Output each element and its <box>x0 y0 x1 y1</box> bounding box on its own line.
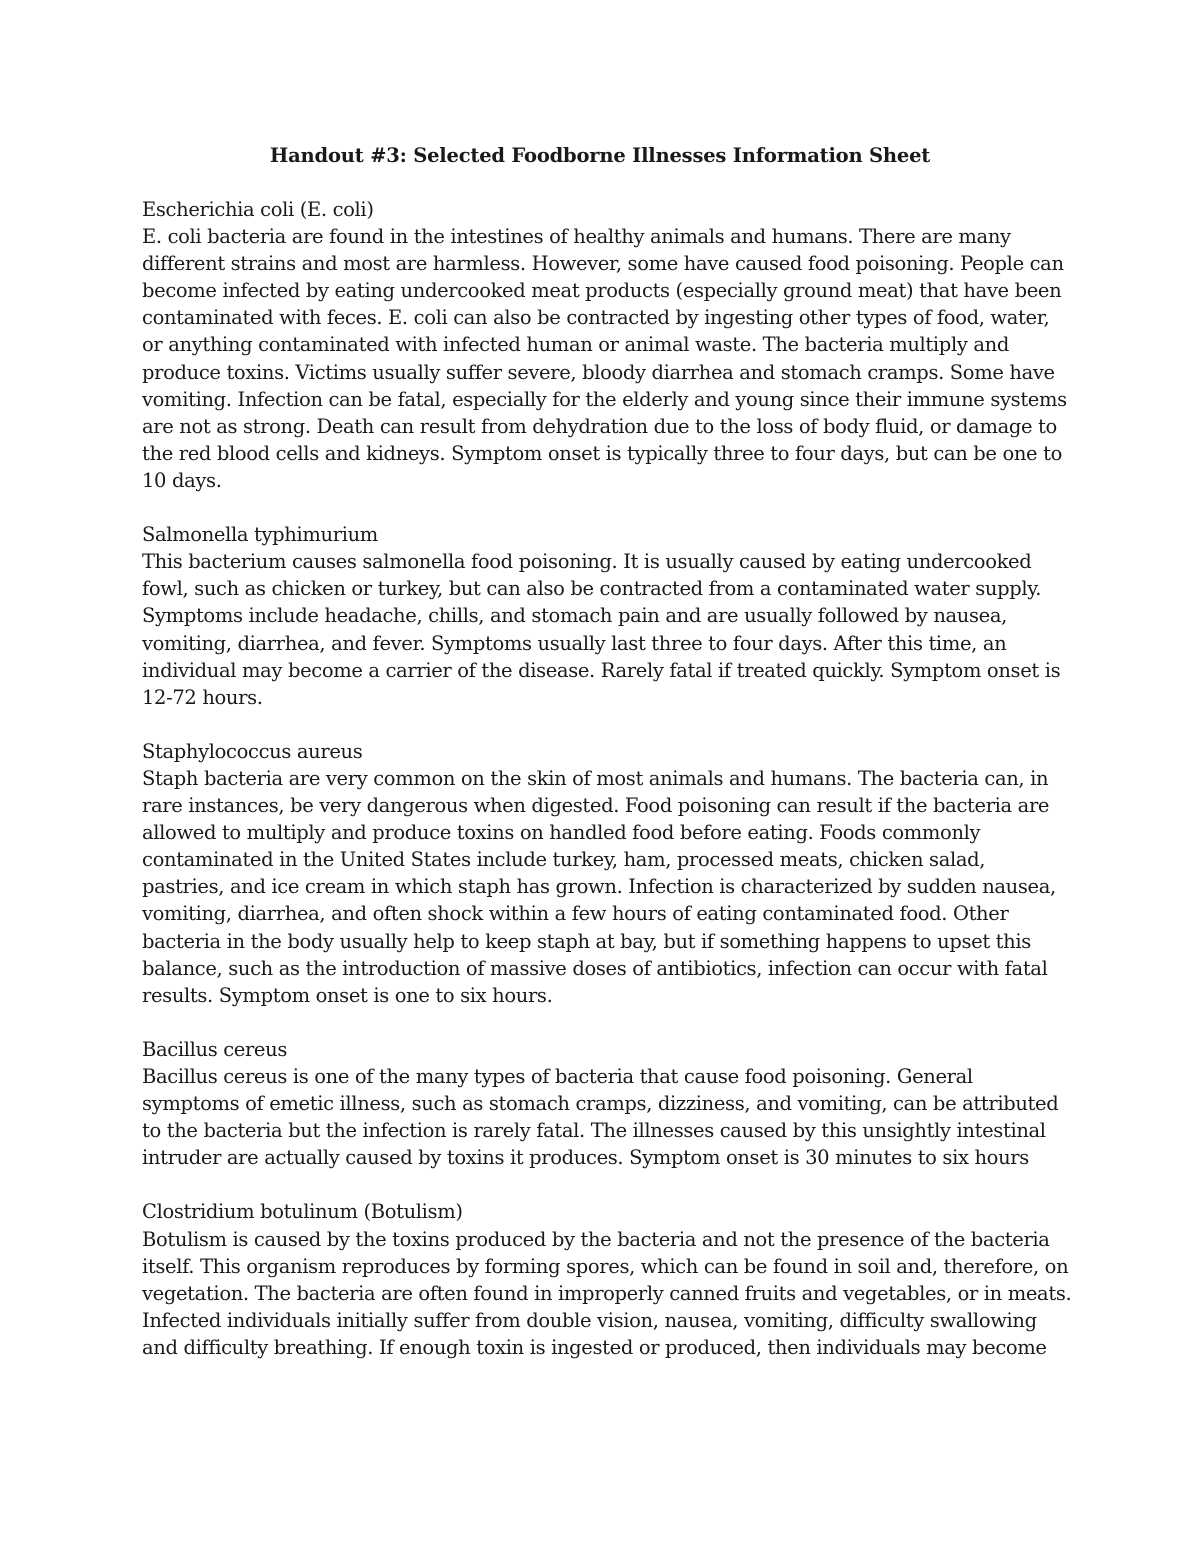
section-staphylococcus <box>142 738 1072 1009</box>
section-heading: Clostridium botulinum (Botulism) <box>142 1200 463 1224</box>
section-e-coli <box>142 196 1072 494</box>
section-heading: Salmonella typhimurium <box>142 523 378 547</box>
document-content <box>142 196 1072 1388</box>
section-heading: Bacillus cereus <box>142 1037 287 1061</box>
section-bacillus <box>142 1036 1072 1171</box>
section-body: Staph bacteria are very common on the skin of most animals and humans. The bacteria can, in rare instances, be very dangerous when digested. Food poisoning can result if the bacteria are allowed to multiply and produce toxins on handled food before eating. Foods commonly contaminated in the United States include turkey, ham, processed meats, chicken salad, pastries, and ice cream in which staph has grown. Infection is characterized by sudden nausea, vomiting, diarrhea, and often shock within a few hours of eating contaminated food. Other bacteria in the body usually help to keep staph at bay, but if something happens to upset this balance, such as the introduction of massive doses of antibiotics, infection can occur with fatal results. Symptom onset is one to six hours. <box>142 766 1056 1007</box>
section-body: This bacterium causes salmonella food poisoning. It is usually caused by eating undercooked fowl, such as chicken or turkey, but can also be contracted from a contaminated water supply. Symptoms include headache, chills, and stomach pain and are usually followed by nausea, vomiting, diarrhea, and fever. Symptoms usually last three to four days. After this time, an individual may become a carrier of the disease. Rarely fatal if treated quickly. Symptom onset is 12-72 hours. <box>142 550 1061 709</box>
section-body: E. coli bacteria are found in the intestines of healthy animals and humans. There are many different strains and most are harmless. However, some have caused food poisoning. People can become infected by eating undercooked meat products (especially ground meat) that have been contaminated with feces. E. coli can also be contracted by ingesting other types of food, water, or anything contaminated with infected human or animal waste. The bacteria multiply and produce toxins. Victims usually suffer severe, bloody diarrhea and stomach cramps. Some have vomiting. Infection can be fatal, especially for the elderly and young since their immune systems are not as strong. Death can result from dehydration due to the loss of body fluid, or damage to the red blood cells and kidneys. Symptom onset is typically three to four days, but can be one to 10 days. <box>142 225 1067 492</box>
section-heading: Staphylococcus aureus <box>142 739 363 763</box>
section-heading: Escherichia coli (E. coli) <box>142 198 374 221</box>
section-botulism <box>142 1198 1072 1361</box>
section-body: Botulism is caused by the toxins produced by the bacteria and not the presence of the bacteria itself. This organism reproduces by forming spores, which can be found in soil and, therefore, on vegetation. The bacteria are often found in improperly canned fruits and vegetables, or in meats. Infected individuals initially suffer from double vision, nausea, vomiting, difficulty swallowing and difficulty breathing. If enough toxin is ingested or produced, then individuals may become <box>142 1227 1072 1359</box>
document-title: Handout #3: Selected Foodborne Illnesses Information Sheet <box>269 144 931 167</box>
section-body: Bacillus cereus is one of the many types of bacteria that cause food poisoning. General symptoms of emetic illness, such as stomach cramps, dizziness, and vomiting, can be attributed to the bacteria but the infection is rarely fatal. The illnesses caused by this unsightly intestinal intruder are actually caused by toxins it produces. Symptom onset is 30 minutes to six hours <box>142 1065 1059 1170</box>
section-salmonella <box>142 521 1072 711</box>
